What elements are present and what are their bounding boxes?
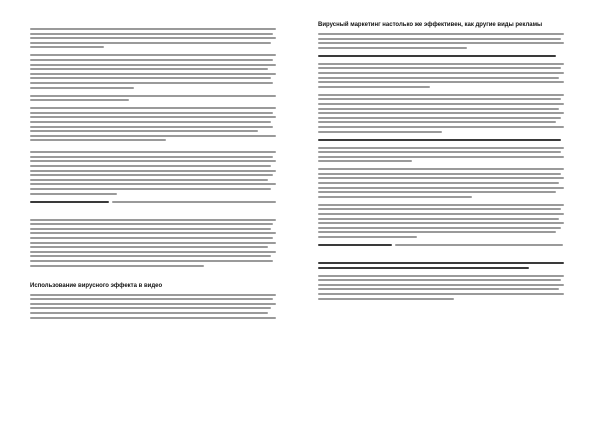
paragraph [30,294,278,319]
paragraph [318,147,566,163]
paragraph [318,168,566,198]
right-column [318,22,566,306]
section-heading-right: Вирусный маркетинг настолько же эффективен, как другие виды рекламы [318,22,543,28]
paragraph [30,151,278,194]
paragraph [318,63,566,88]
paragraph [318,55,566,57]
paragraph [30,201,278,267]
paragraph [30,95,278,102]
section-heading-left: Использование вирусного эффекта в видео [30,282,163,289]
paragraph [30,28,278,48]
paragraph [30,54,278,88]
paragraph [318,204,566,238]
left-column [30,28,278,325]
paragraph [318,94,566,133]
paragraph [30,107,278,141]
paragraph [318,33,566,49]
paragraph [318,275,566,300]
paragraph [318,139,566,141]
paragraph [318,244,566,269]
